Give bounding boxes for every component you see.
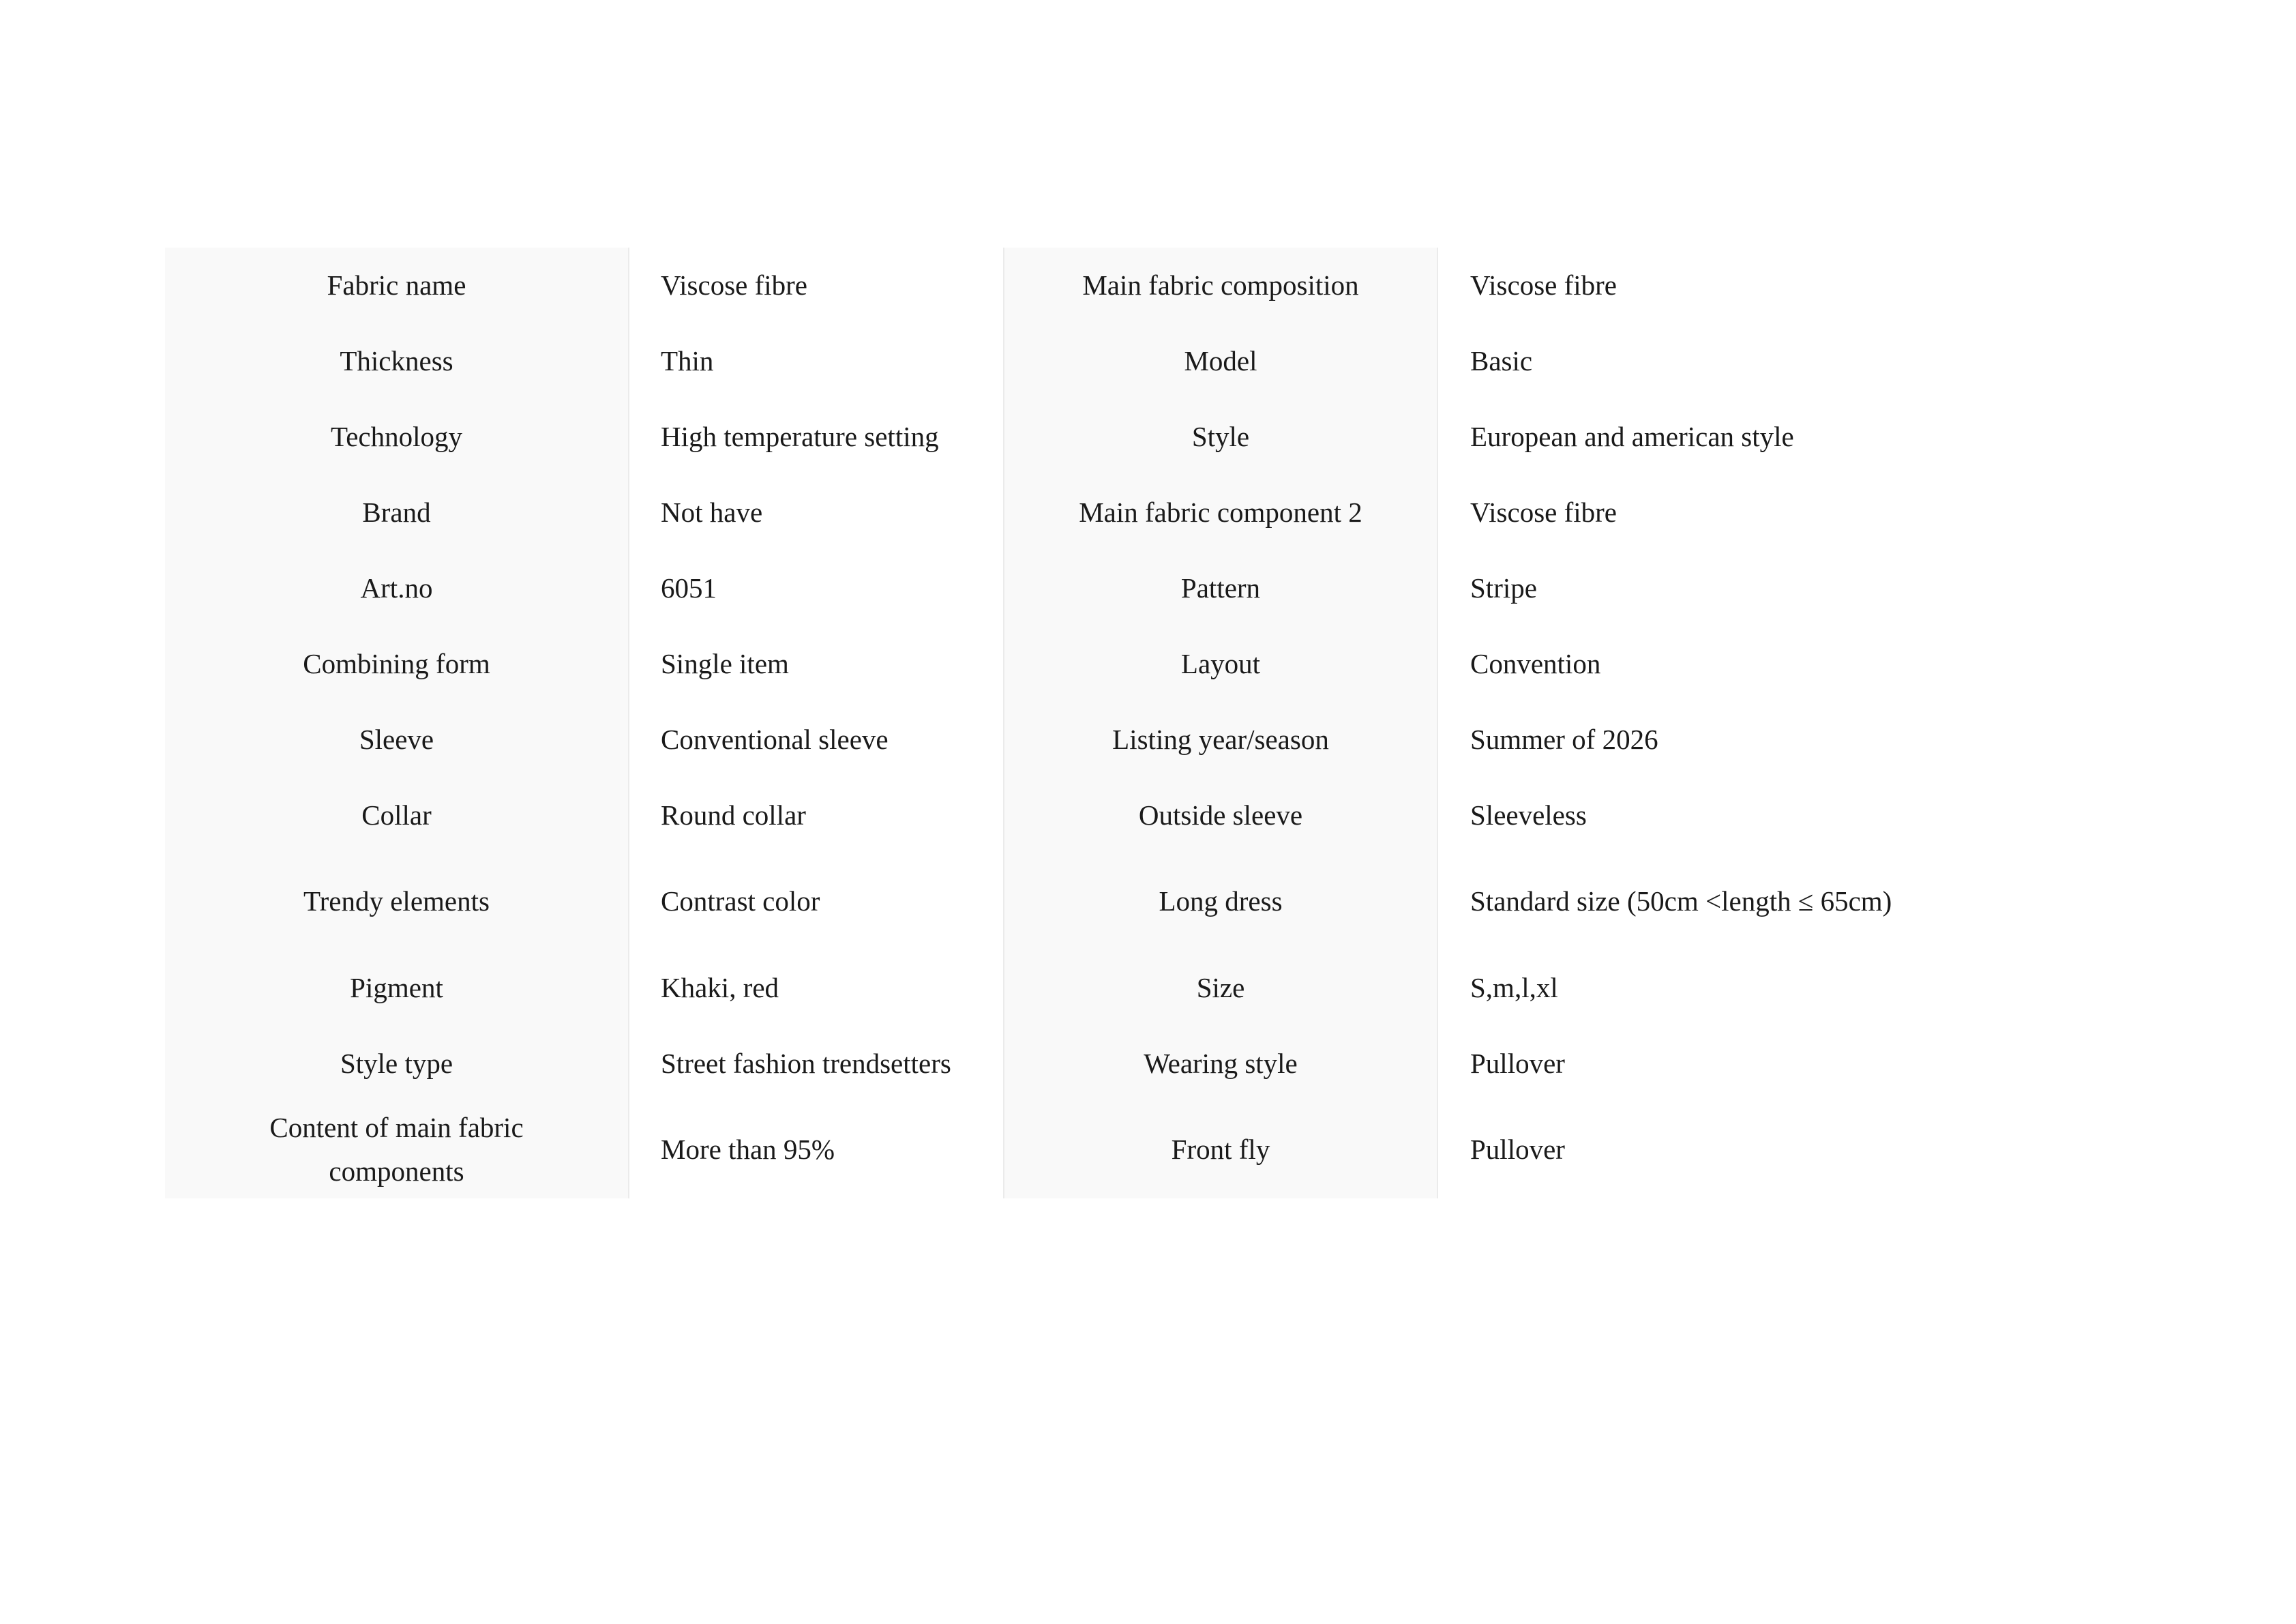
table-row [165, 399, 1984, 475]
spec-label: Fabric name [165, 248, 629, 323]
spec-value: Standard size (50cm <length ≤ 65cm) [1437, 853, 1984, 950]
spec-label: Layout [1004, 626, 1437, 702]
spec-label: Front fly [1004, 1102, 1437, 1198]
table-row [165, 323, 1984, 399]
spec-value: Sleeveless [1437, 778, 1984, 853]
spec-label: Brand [165, 475, 629, 550]
spec-value: Summer of 2026 [1437, 702, 1984, 778]
spec-label: Pattern [1004, 550, 1437, 626]
spec-value: High temperature setting [629, 399, 1004, 475]
spec-label: Main fabric composition [1004, 248, 1437, 323]
spec-value: Street fashion trendsetters [629, 1026, 1004, 1102]
spec-value: Basic [1437, 323, 1984, 399]
spec-label: Technology [165, 399, 629, 475]
table-row [165, 475, 1984, 550]
spec-value: Pullover [1437, 1102, 1984, 1198]
spec-label: Pigment [165, 950, 629, 1026]
spec-label: Wearing style [1004, 1026, 1437, 1102]
spec-label: Style type [165, 1026, 629, 1102]
table-row [165, 626, 1984, 702]
spec-label: Trendy elements [165, 853, 629, 950]
spec-value: Pullover [1437, 1026, 1984, 1102]
spec-value: Contrast color [629, 853, 1004, 950]
spec-label: Main fabric component 2 [1004, 475, 1437, 550]
spec-label: Outside sleeve [1004, 778, 1437, 853]
table-row [165, 778, 1984, 853]
spec-value: Conventional sleeve [629, 702, 1004, 778]
table-row [165, 702, 1984, 778]
spec-value: European and american style [1437, 399, 1984, 475]
spec-value: Thin [629, 323, 1004, 399]
spec-value: Viscose fibre [1437, 475, 1984, 550]
table-row [165, 853, 1984, 950]
spec-value: S,m,l,xl [1437, 950, 1984, 1026]
spec-value: Not have [629, 475, 1004, 550]
table-row [165, 1026, 1984, 1102]
spec-value: Convention [1437, 626, 1984, 702]
spec-label: Model [1004, 323, 1437, 399]
spec-value: Single item [629, 626, 1004, 702]
spec-value: Viscose fibre [1437, 248, 1984, 323]
spec-value: 6051 [629, 550, 1004, 626]
spec-label: Size [1004, 950, 1437, 1026]
spec-label: Art.no [165, 550, 629, 626]
spec-label: Long dress [1004, 853, 1437, 950]
spec-label: Style [1004, 399, 1437, 475]
table-row [165, 950, 1984, 1026]
spec-label: Combining form [165, 626, 629, 702]
table-row [165, 248, 1984, 323]
table-row [165, 550, 1984, 626]
spec-value: Stripe [1437, 550, 1984, 626]
table-row [165, 1102, 1984, 1198]
spec-label: Sleeve [165, 702, 629, 778]
spec-value: Viscose fibre [629, 248, 1004, 323]
spec-label: Listing year/season [1004, 702, 1437, 778]
spec-label: Collar [165, 778, 629, 853]
spec-value: Khaki, red [629, 950, 1004, 1026]
spec-value: Round collar [629, 778, 1004, 853]
spec-label: Thickness [165, 323, 629, 399]
product-spec-table [165, 248, 1984, 1198]
spec-value: More than 95% [629, 1102, 1004, 1198]
spec-label: Content of main fabric components [165, 1102, 629, 1198]
